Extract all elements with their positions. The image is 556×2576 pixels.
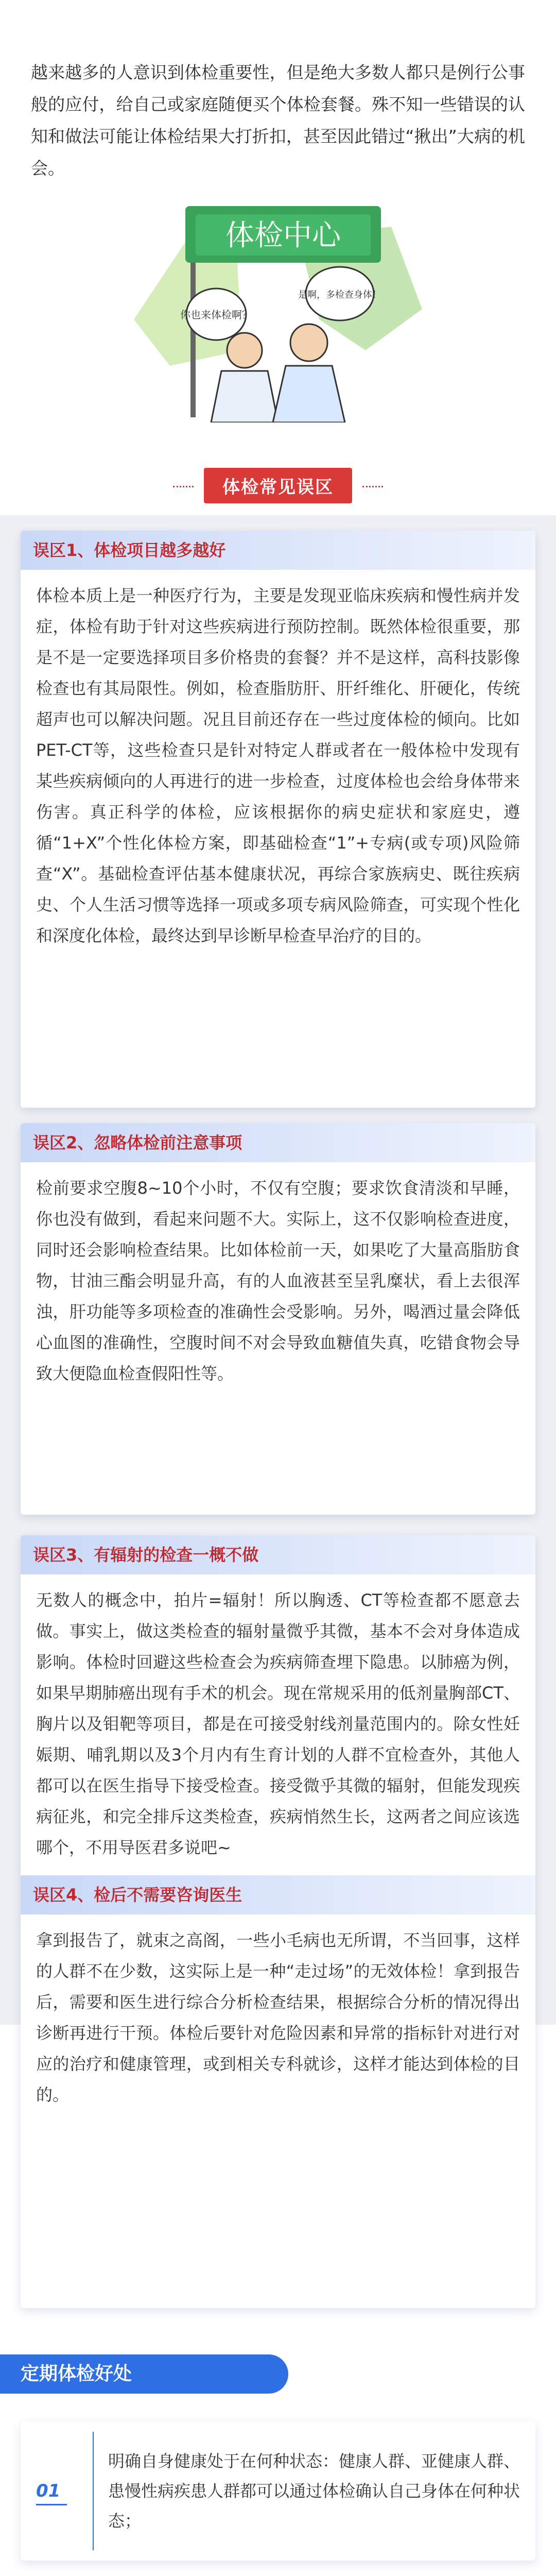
section-myths-title-wrap bbox=[0, 468, 556, 503]
benefit-1-divider bbox=[93, 2432, 94, 2550]
benefit-1-number: 01 bbox=[36, 2481, 61, 2501]
myth-1-title: 误区1、体检项目越多越好 bbox=[21, 531, 535, 570]
myth-card-3-4 bbox=[21, 1535, 535, 2308]
myth-4-body: 拿到报告了，就束之高阁，一些小毛病也无所谓，不当回事，这样的人群不在少数，这实际上是一种“走过场”的无效体检！拿到报告后，需要和医生进行综合分析检查结果，根据综合分析的情况得出诊断再进行干预。体检后要针对危险因素和异常的指标针对进行对应的治疗和健康管理，或到相关专科就诊，这样才能达到体检的目的。 bbox=[36, 1930, 520, 2105]
intro-paragraph: 越来越多的人意识到体检重要性，但是绝大多数人都只是例行公事般的应付，给自己或家庭随便买个体检套餐。殊不知一些错误的认知和做法可能让体检结果大打折扣，甚至因此错过“揪出”大病的机会。 bbox=[31, 62, 525, 178]
myth-4-title: 误区4、检后不需要咨询医生 bbox=[21, 1875, 535, 1914]
hero-bubble-right: 是啊，多检查身体！ bbox=[298, 290, 381, 300]
myth-3-title: 误区3、有辐射的检查一概不做 bbox=[21, 1535, 535, 1574]
hero-sign-text: 体检中心 bbox=[225, 219, 341, 252]
myth-2-body: 检前要求空腹8~10个小时，不仅有空腹；要求饮食清淡和早睡，你也没有做到，看起来问题不大。实际上，这不仅影响检查进度，同时还会影响检查结果。比如体检前一天，如果吃了大量高脂肪食物，甘油三酯会明显升高，有的人血液甚至呈乳糜状，看上去很浑浊，肝功能等多项检查的准确性会受影响。另外，喝酒过量会降低心血图的准确性，空腹时间不对会导致血糖值失真，吃错食物会导致大便隐血检查假阳性等。 bbox=[36, 1178, 520, 1383]
hero-illustration bbox=[124, 196, 432, 422]
section-myths-title: 体检常见误区 bbox=[204, 468, 352, 503]
myth-3-body: 无数人的概念中，拍片=辐射！所以胸透、CT等检查都不愿意去做。事实上，做这类检查的辐射量微乎其微，基本不会对身体造成影响。体检时回避这些检查会为疾病筛查埋下隐患。以肺癌为例，如果早期肺癌出现有手术的机会。现在常规采用的低剂量胸部CT、胸片以及钼靶等项目，都是在可接受射线剂量范围内的。除女性妊娠期、哺乳期以及3个月内有生育计划的人群不宜检查外，其他人都可以在医生指导下接受检查。接受微乎其微的辐射，但能发现疾病征兆，和完全排斥这类检查，疾病悄然生长，这两者之间应该选哪个，不用导医君多说吧~ bbox=[36, 1590, 520, 1857]
myth-2-title: 误区2、忽略体检前注意事项 bbox=[21, 1123, 535, 1162]
myth-1-body: 体检本质上是一种医疗行为，主要是发现亚临床疾病和慢性病并发症，体检有助于针对这些疾病进行预防控制。既然体检很重要，那是不是一定要选择项目多价格贵的套餐？并不是这样，高科技影像检查也有其局限性。例如，检查脂肪肝、肝纤维化、肝硬化，传统超声也可以解决问题。况且目前还存在一些过度体检的倾向。比如PET-CT等，这些检查只是针对特定人群或者在一般体检中发现有某些疾病倾向的人再进行的进一步检查，过度体检也会给身体带来伤害。真正科学的体检，应该根据你的病史症状和家庭史，遵循“1+X”个性化体检方案，即基础检查“1”+专病(或专项)风险筛查“X”。基础检查评估基本健康状况，再综合家族病史、既往疾病史、个人生活习惯等选择一项或多项专病风险筛查，可实现个性化和深度化体检，最终达到早诊断早检查早治疗的目的。 bbox=[36, 586, 520, 945]
benefit-1-text: 明确自身健康处于在何种状态：健康人群、亚健康人群、患慢性病疾患人群都可以通过体检确认自己身体在何种状态； bbox=[108, 2451, 520, 2531]
myth-card-2 bbox=[21, 1123, 535, 1515]
hero-bubble-left: 你也来体检啊？ bbox=[180, 309, 252, 321]
section-benefits-title: 定期体检好处 bbox=[0, 2354, 288, 2394]
benefit-item-1 bbox=[21, 2421, 535, 2561]
myth-card-1 bbox=[21, 531, 535, 1108]
